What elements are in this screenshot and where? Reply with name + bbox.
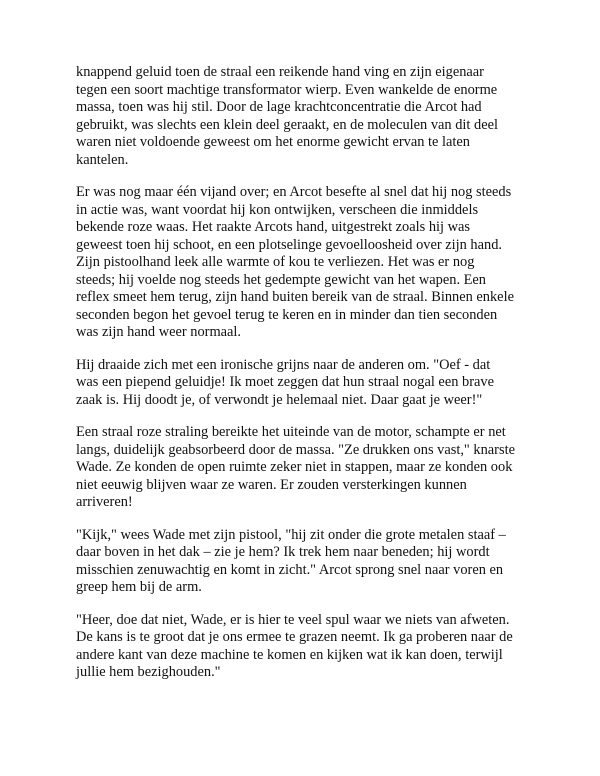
paragraph [76,64,534,169]
paragraph [76,184,534,342]
text-line: knappend geluid toen de straal een reikende hand ving en zijn eigenaar [76,64,484,80]
text-line: "Kijk," wees Wade met zijn pistool, "hij zit onder die grote metalen staaf – [76,526,506,543]
text-line: daar boven in het dak – zie je hem? Ik trek hem naar beneden; hij wordt [76,544,490,560]
document-page [76,64,534,697]
text-line: Er was nog maar één vijand over; en Arcot besefte al snel dat hij nog steeds [76,184,512,200]
text-line: "Heer, doe dat niet, Wade, er is hier te veel spul waar we niets van afweten. [76,611,510,628]
text-line: Een straal roze straling bereikte het uiteinde van de motor, schampte er net [76,424,506,440]
text-line: waren niet voldoende geweest om het enorme gewicht ervan te laten [76,134,470,150]
text-line: seconden begon het gevoel terug te keren en in minder dan tien seconden [76,306,498,323]
text-line: Hij draaide zich met een ironische grijns naar de anderen om. "Oef - dat [76,356,491,373]
text-line: andere kant van deze machine te komen en kijken wat ik kan doen, terwijl [76,646,503,663]
text-line: was een piepend geluidje! Ik moet zeggen dat hun straal nogal een brave [76,374,494,390]
text-line: Wade. Ze konden de open ruimte zeker niet in stappen, maar ze konden ook [76,459,513,475]
text-line: misschien zenuwachtig en komt in zicht." Arcot sprong snel naar voren en [76,561,504,578]
text-line: zaak is. Hij doodt je, of verwondt je helemaal niet. Daar gaat je weer!" [76,391,483,408]
text-line: bekende roze waas. Het raakte Arcots hand, uitgestrekt zoals hij was [76,219,470,235]
text-line: steeds; hij voelde nog steeds het gedempte gewicht van het wapen. Een [76,271,487,288]
text-line: niet eeuwig blijven waar ze waren. Er zouden versterkingen kunnen [76,476,467,493]
text-line: kantelen. [76,151,129,168]
text-line: in actie was, want voordat hij kon ontwijken, verscheen die inmiddels [76,201,479,218]
paragraph [76,527,534,597]
text-line: reflex smeet hem terug, zijn hand buiten bereik van de straal. Binnen enkele [76,289,514,305]
paragraph [76,612,534,682]
text-line: De kans is te groot dat je ons ermee te grazen neemt. Ik ga proberen naar de [76,629,513,645]
paragraph [76,357,534,410]
text-line: massa, toen was hij stil. Door de lage krachtconcentratie die Arcot had [76,99,482,115]
text-line: geweest toen hij schoot, en een plotselinge gevoelloosheid over zijn hand. [76,236,503,253]
paragraph [76,424,534,512]
text-line: greep hem bij de arm. [76,579,202,595]
text-line: langs, duidelijk geabsorbeerd door de massa. "Ze drukken ons vast," knarste [76,441,515,458]
text-line: tegen een soort machtige transformator wierp. Even wankelde de enorme [76,81,498,98]
text-line: was zijn hand weer normaal. [76,324,242,340]
text-line: arriveren! [76,494,133,510]
text-line: jullie hem bezighouden." [76,664,221,680]
text-line: gebruikt, was slechts een klein deel geraakt, en de moleculen van dit deel [76,116,498,133]
text-line: Zijn pistoolhand leek alle warmte of kou te verliezen. Het was er nog [76,254,475,270]
